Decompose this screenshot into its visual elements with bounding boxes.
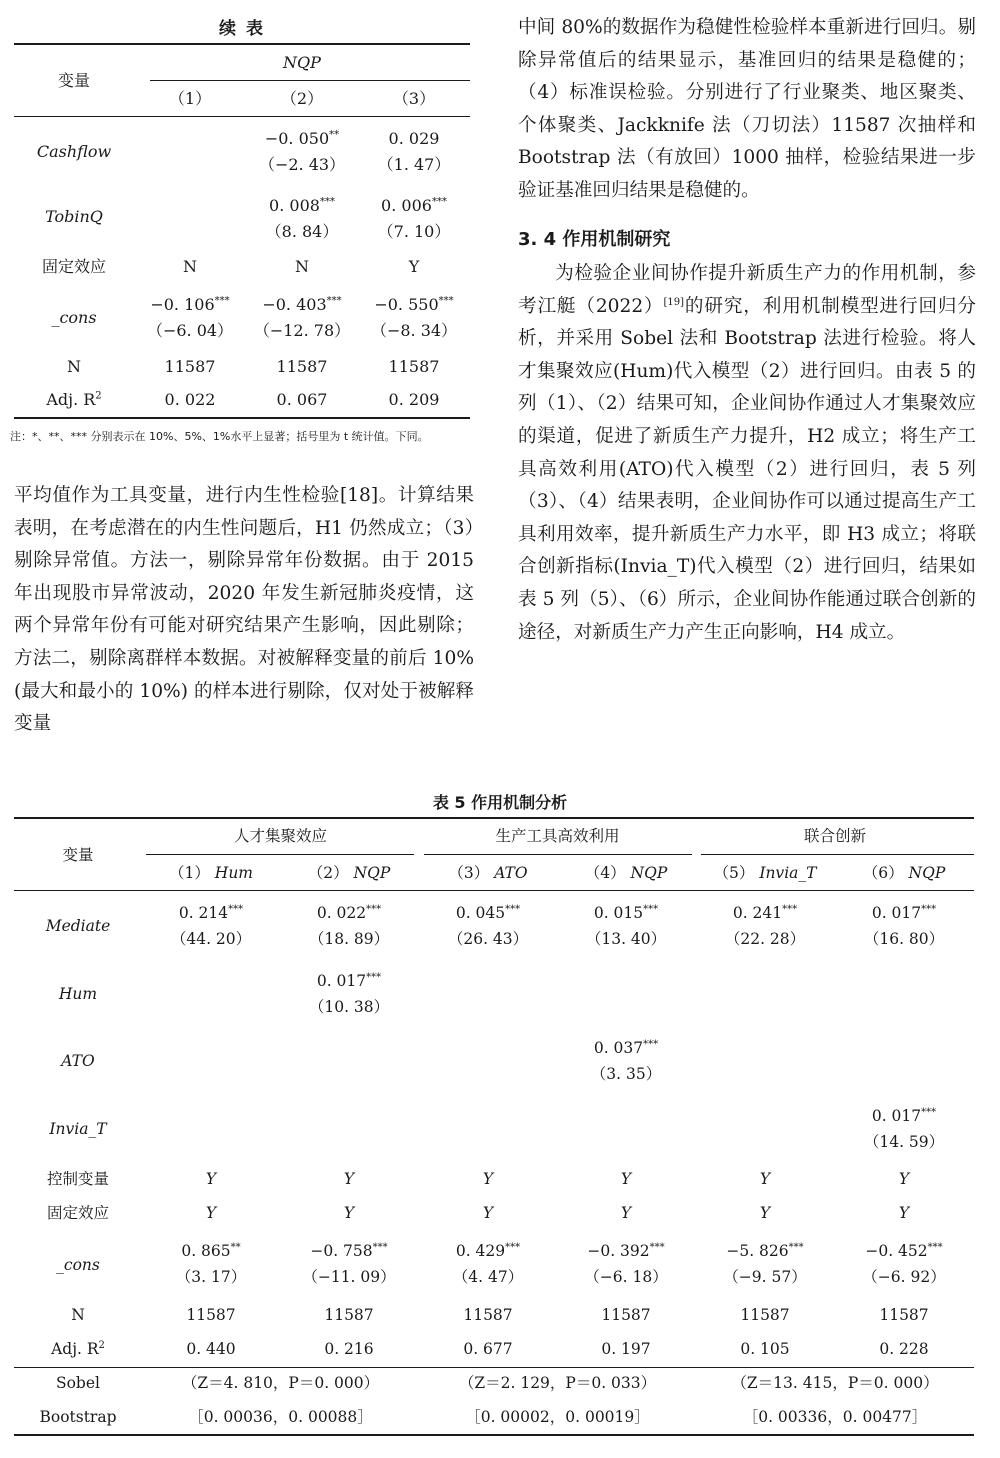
table5-r2-c1: 0. 440 xyxy=(186,1340,236,1358)
table5-sobel-rule xyxy=(14,1367,974,1368)
table5-boot-label: Bootstrap xyxy=(39,1408,117,1426)
table5-n-c5: 11587 xyxy=(740,1306,790,1324)
right-body-text xyxy=(518,12,976,208)
table5-hum-c2: 0. 017*** （10. 38） xyxy=(308,971,390,1016)
table5-n-c1: 11587 xyxy=(186,1306,236,1324)
table1-col-header-3: （3） xyxy=(392,89,436,108)
table1-n-c3: 11587 xyxy=(388,357,440,376)
table5-fixed-c1: Y xyxy=(205,1204,217,1222)
table5-control-c5: Y xyxy=(759,1170,771,1188)
table5-fixed-c5: Y xyxy=(759,1204,771,1222)
table1-bottom-rule xyxy=(14,417,470,419)
table1-n-c1: 11587 xyxy=(164,357,216,376)
table1-n-c2: 11587 xyxy=(276,357,328,376)
table5-n-c2: 11587 xyxy=(324,1306,374,1324)
table5-control-c2: Y xyxy=(343,1170,355,1188)
table5-col-header-1: （1） Hum xyxy=(168,864,253,882)
table5-cons-label: _cons xyxy=(56,1256,100,1274)
table5-boot-g2: ［0. 00002，0. 00019］ xyxy=(465,1408,650,1426)
left-body-text xyxy=(14,480,474,741)
table5-col-header-4: （4） NQP xyxy=(584,864,668,882)
table1-header-rule xyxy=(14,116,470,117)
table5-control-c6: Y xyxy=(898,1170,910,1188)
table5-control-label: 控制变量 xyxy=(46,1170,109,1188)
table1-cashflow-c3: 0. 029 （1. 47） xyxy=(377,129,451,174)
table5-header-rule xyxy=(14,890,974,891)
table5-cons-c3: 0. 429*** （4. 47） xyxy=(452,1241,524,1286)
table5-control-c4: Y xyxy=(620,1170,632,1188)
section-heading: 3. 4 作用机制研究 xyxy=(518,229,671,250)
right-paragraph-2: 为检验企业间协作提升新质生产力的作用机制，参考江艇（2022）[19]的研究，利用机制模型进行回归分析，并采用 Sobel 法和 Bootstrap 法进行检验。将人才集聚效应(Hum)代入模型（2）进行回归。由表 5 的列（1）、（2）结果可知，企业间协作通过人才集聚效应的渠道，促进了新质生产力提升，H2 成立；将生产工具高效利用(ATO)代入模型（2）进行回归，表 5 列（3）、（4）结果表明，企业间协作可以通过提高生产工具利用效率，提升新质生产力水平，即 H3 成立；将联合创新指标(Invia_T)代入模型（2）进行回归，结果如表 5 列（5）、（6）所示，企业间协作能通过联合创新的途径，对新质生产力产生正向影响，H4 成立。 xyxy=(518,263,976,643)
table5-mediate-c2: 0. 022*** （18. 89） xyxy=(308,903,390,948)
table5-cons-c2: −0. 758*** （−11. 09） xyxy=(302,1241,396,1286)
left-paragraph: 平均值作为工具变量，进行内生性检验[18]。计算结果表明，在考虑潜在的内生性问题后，H1 仍然成立；（3）剔除异常值。方法一，剔除异常年份数据。由于 2015 年出现股市异常波动，2020 年发生新冠肺炎疫情，这两个异常年份有可能对研究结果产生影响，因此剔除；方法二，剔除离群样本数据。对被解释变量的前后 10%(最大和最小的 10%) 的样本进行剔除，仅对处于被解释变量 xyxy=(14,485,474,735)
table5-group-rule-2 xyxy=(424,854,692,855)
table5-invia-c6: 0. 017*** （14. 59） xyxy=(863,1106,945,1151)
table1-col-header-2: （2） xyxy=(280,89,324,108)
table1-group-rule xyxy=(150,80,470,81)
table1-fixed-c2: N xyxy=(295,257,309,276)
table5-fixed-label: 固定效应 xyxy=(46,1204,109,1222)
table5-group-rule-1 xyxy=(146,854,414,855)
table5-group-rule-3 xyxy=(701,854,974,855)
table5-n-c4: 11587 xyxy=(601,1306,651,1324)
table5-col-header-6: （6） NQP xyxy=(862,864,946,882)
table5-invia-label: Invia_T xyxy=(49,1120,107,1138)
table5-top-rule xyxy=(14,817,974,819)
table5-r2-label: Adj. $R^2$ xyxy=(51,1339,105,1358)
table5-mediate-c1: 0. 214*** （44. 20） xyxy=(170,903,252,948)
table5-mediate-label: Mediate xyxy=(45,917,111,935)
table5-control-c1: Y xyxy=(205,1170,217,1188)
table5-fixed-c4: Y xyxy=(620,1204,632,1222)
table5-sobel-g2: （Z＝2. 129，P＝0. 033） xyxy=(458,1374,657,1392)
table1-group-header: NQP xyxy=(283,53,321,72)
table1-row-label-tobinq: TobinQ xyxy=(45,207,103,226)
table1-cons-label: _cons xyxy=(51,308,97,327)
table5-boot-g3: ［0. 00336，0. 00477］ xyxy=(742,1408,928,1426)
right-paragraph-1: 中间 80%的数据作为稳健性检验样本重新进行回归。剔除异常值后的结果显示，基准回归的结果是稳健的；（4）标准误检验。分别进行了行业聚类、地区聚类、个体聚类、Jackknife 法（刀切法）11587 次抽样和 Bootstrap 法（有放回）1000 抽样，检验结果进一步验证基准回归结果是稳健的。 xyxy=(518,17,976,201)
table1-footnote: 注：*、**、*** 分别表示在 10%、5%、1%水平上显著；括号里为 t 统计值。下同。 xyxy=(10,430,429,443)
table1-r2-c2: 0. 067 xyxy=(276,390,328,409)
table1-fixed-label: 固定效应 xyxy=(41,257,106,276)
table5-r2-c3: 0. 677 xyxy=(463,1340,513,1358)
table5-r2-c4: 0. 197 xyxy=(601,1340,651,1358)
table1-cons-c3: −0. 550*** （−8. 34） xyxy=(370,295,458,340)
right-paragraph-2-block xyxy=(518,258,976,649)
table5-cons-c4: −0. 392*** （−6. 18） xyxy=(584,1241,668,1286)
table5-n-c3: 11587 xyxy=(463,1306,513,1324)
table1-fixed-c3: Y xyxy=(408,257,420,276)
table5-r2-c6: 0. 228 xyxy=(879,1340,929,1358)
table1-cashflow-c2: −0. 050** （−2. 43） xyxy=(258,129,346,174)
table5-fixed-c6: Y xyxy=(898,1204,910,1222)
table1-cons-c1: −0. 106*** （−6. 04） xyxy=(146,295,234,340)
table1-r2-c3: 0. 209 xyxy=(388,390,440,409)
table1-fixed-c1: N xyxy=(183,257,197,276)
table5-group-tools: 生产工具高效利用 xyxy=(495,827,620,845)
table5-fixed-c2: Y xyxy=(343,1204,355,1222)
table5-n-c6: 11587 xyxy=(879,1306,929,1324)
table5-fixed-c3: Y xyxy=(482,1204,494,1222)
table5-group-talent: 人才集聚效应 xyxy=(233,827,327,845)
table5-sobel-g1: （Z＝4. 810，P＝0. 000） xyxy=(181,1374,380,1392)
table5-bottom-rule xyxy=(14,1434,974,1436)
table5-sobel-g3: （Z＝13. 415，P＝0. 000） xyxy=(731,1374,939,1392)
table5-boot-g1: ［0. 00036，0. 00088］ xyxy=(188,1408,373,1426)
table5-caption: 表 5 作用机制分析 xyxy=(432,793,568,812)
table5-r2-c5: 0. 105 xyxy=(740,1340,790,1358)
table5-cons-c1: 0. 865** （3. 17） xyxy=(175,1241,247,1286)
table5-ato-c4: 0. 037*** （3. 35） xyxy=(590,1038,662,1083)
table1-top-rule xyxy=(14,43,470,45)
table5-hum-label: Hum xyxy=(58,985,98,1003)
table5-n-label: N xyxy=(71,1306,85,1324)
table5-col-header-3: （3） ATO xyxy=(448,864,528,882)
table5-mediate-c4: 0. 015*** （13. 40） xyxy=(585,903,667,948)
table5-sobel-label: Sobel xyxy=(55,1374,100,1392)
table5-mediate-c3: 0. 045*** （26. 43） xyxy=(447,903,529,948)
table1-tobinq-c3: 0. 006*** （7. 10） xyxy=(377,196,451,241)
table5-col-header-5: （5） Invia_T xyxy=(713,864,817,882)
table5-mediate-c6: 0. 017*** （16. 80） xyxy=(863,903,945,948)
table5-control-c3: Y xyxy=(482,1170,494,1188)
table5-cons-c6: −0. 452*** （−6. 92） xyxy=(862,1241,946,1286)
table5-col-header-2: （2） NQP xyxy=(307,864,391,882)
table1-r2-c1: 0. 022 xyxy=(164,390,216,409)
table5-cons-c5: −5. 826*** （−9. 57） xyxy=(723,1241,807,1286)
table5-var-header: 变量 xyxy=(62,846,94,864)
table1-row-label-cashflow: Cashflow xyxy=(36,142,112,161)
table1-r2-label: Adj. $R^2$ xyxy=(46,390,102,409)
table5-ato-label: ATO xyxy=(61,1052,95,1070)
table5-mediate-c5: 0. 241*** （22. 28） xyxy=(724,903,806,948)
table1-var-header: 变量 xyxy=(57,71,90,90)
table5-r2-c2: 0. 216 xyxy=(324,1340,374,1358)
table-continued-caption: 续 表 xyxy=(219,19,265,39)
table1-n-label: N xyxy=(67,357,81,376)
table1-cons-c2: −0. 403*** （−12. 78） xyxy=(253,295,351,340)
table1-col-header-1: （1） xyxy=(168,89,212,108)
table1-tobinq-c2: 0. 008*** （8. 84） xyxy=(265,196,339,241)
table5-group-innovation: 联合创新 xyxy=(803,827,866,845)
